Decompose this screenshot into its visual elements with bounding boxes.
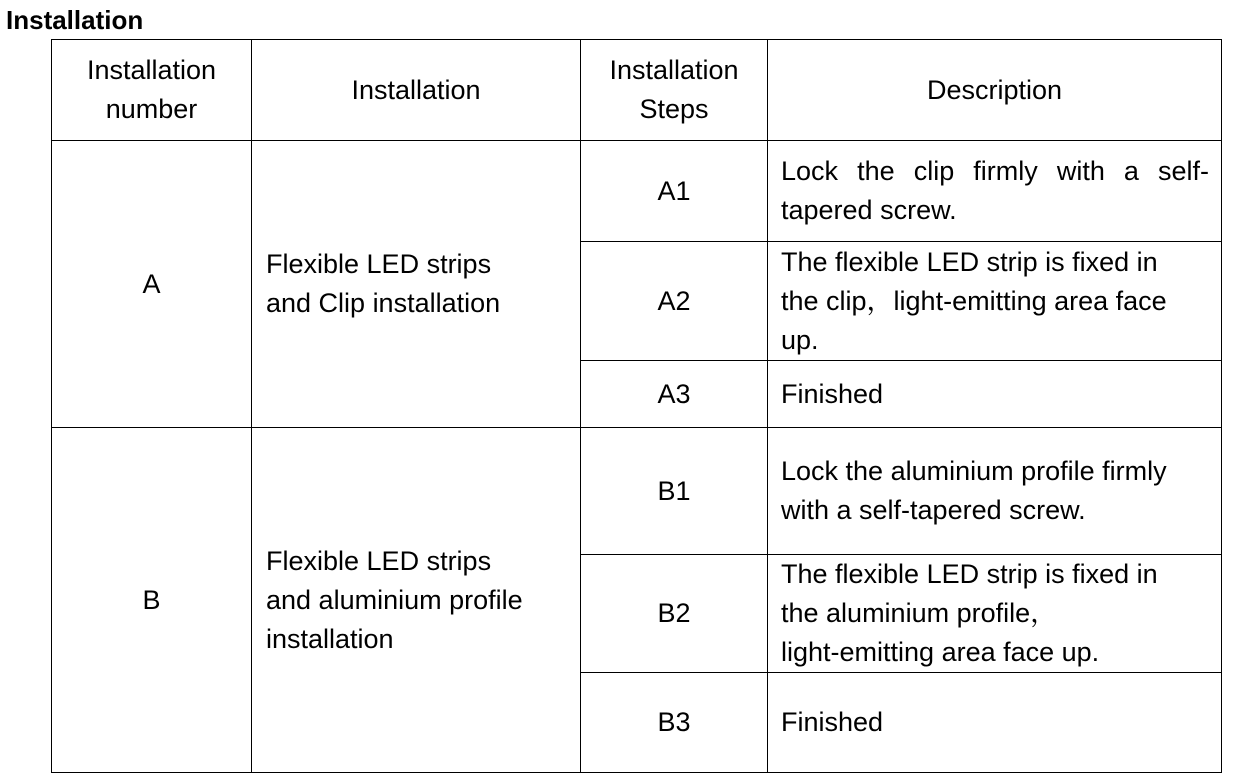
- group-a-installation: [252, 141, 581, 428]
- description-b2-line3: light-emitting area face up.: [781, 637, 1100, 667]
- description-b2-line1: The flexible LED strip is fixed in: [781, 559, 1158, 589]
- step-a1-label: A1: [657, 175, 691, 206]
- description-b3: [768, 673, 1222, 773]
- step-b3: [581, 673, 768, 773]
- table-row-a1: [52, 141, 1222, 242]
- header-number-line1: Installation: [86, 55, 217, 85]
- step-b1: [581, 428, 768, 555]
- description-a3-text: Finished: [781, 378, 884, 409]
- step-a2-label: A2: [657, 285, 691, 316]
- description-b1: [768, 428, 1222, 555]
- installation-table: [51, 39, 1222, 773]
- header-row: [52, 40, 1222, 141]
- step-a1: [581, 141, 768, 242]
- description-a2-line1: The flexible LED strip is fixed in: [781, 246, 1158, 277]
- table-row-b1: [52, 428, 1222, 555]
- header-description: [768, 40, 1222, 141]
- group-b-installation-line1: Flexible LED strips: [266, 545, 492, 576]
- group-a-number: [52, 141, 252, 428]
- group-b-installation-line2: and aluminium profile: [266, 584, 523, 615]
- header-steps-line1: Installation: [609, 55, 739, 85]
- step-a2: [581, 242, 768, 361]
- group-b-number-text: B: [142, 584, 161, 615]
- description-b1-line1: Lock the aluminium profile firmly: [781, 456, 1167, 486]
- group-b-installation: [252, 428, 581, 773]
- step-b2-label: B2: [657, 598, 691, 628]
- header-number-line2: number: [105, 94, 198, 124]
- description-b3-text: Finished: [781, 707, 884, 737]
- description-b2-line2: the aluminium profile，: [781, 598, 1058, 628]
- group-a-installation-line2: and Clip installation: [266, 288, 501, 318]
- description-b1-line2: with a self-tapered screw.: [781, 495, 1086, 525]
- step-b3-label: B3: [657, 707, 691, 737]
- group-b-installation-line3: installation: [266, 623, 394, 654]
- section-title: Installation: [6, 5, 144, 35]
- description-a2-line2: the clip，light-emitting area face: [781, 285, 1167, 316]
- header-installation: [252, 40, 581, 141]
- description-a1: [768, 141, 1222, 242]
- header-installation-number: [52, 40, 252, 141]
- header-steps-line2: Steps: [639, 94, 709, 124]
- header-installation-steps: [581, 40, 768, 141]
- description-a2-line3: up.: [781, 324, 819, 355]
- description-b2: [768, 555, 1222, 673]
- step-a3: [581, 361, 768, 428]
- step-a3-label: A3: [657, 378, 691, 409]
- group-a-number-text: A: [142, 268, 161, 299]
- group-a-installation-line1: Flexible LED strips: [266, 249, 492, 279]
- description-a3: [768, 361, 1222, 428]
- header-installation-label: Installation: [351, 74, 481, 105]
- step-b1-label: B1: [657, 475, 691, 506]
- description-a2: [768, 242, 1222, 361]
- description-a1-text: Lock the clip firmly with a self-tapered screw.: [781, 156, 1209, 225]
- step-b2: [581, 555, 768, 673]
- group-b-number: [52, 428, 252, 773]
- header-description-label: Description: [926, 74, 1063, 105]
